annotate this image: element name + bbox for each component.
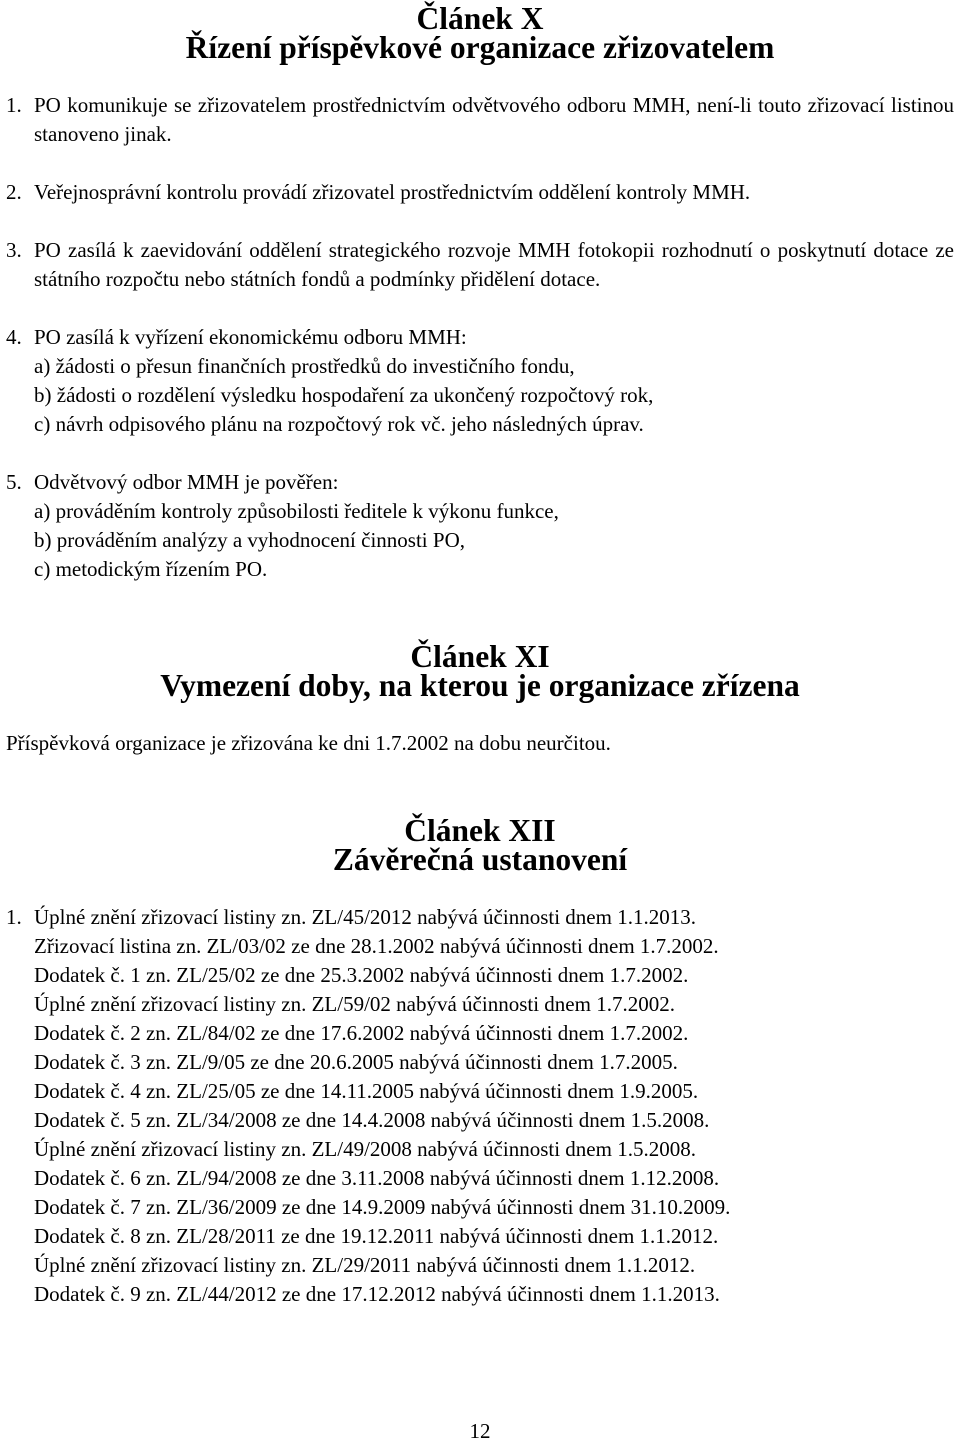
- article-x-item-4: [0, 323, 954, 352]
- article-xi-subtitle: Vymezení doby, na kterou je organizace zřízena: [160, 668, 800, 703]
- article-xi-title: Článek XI: [410, 639, 550, 674]
- item-number: 2.: [6, 180, 22, 204]
- page-number: 12: [469, 1419, 491, 1443]
- article-xii-line-10: Dodatek č. 6 zn. ZL/94/2008 ze dne 3.11.2008 nabývá účinnosti dnem 1.12.2008.: [34, 1166, 720, 1190]
- article-x-item-5-b: b) prováděním analýzy a vyhodnocení činnosti PO,: [34, 528, 465, 552]
- item-text: Úplné znění zřizovací listiny zn. ZL/45/2012 nabývá účinnosti dnem 1.1.2013.: [34, 905, 696, 929]
- article-x: [0, 1, 960, 584]
- item-text: PO zasílá k vyřízení ekonomickému odboru MMH:: [34, 325, 467, 349]
- item-text: PO komunikuje se zřizovatelem prostřednictvím odvětvového odboru MMH, není-li touto zřizovací listinou stanoveno jinak.: [34, 93, 954, 146]
- article-xii-line-2: Zřizovací listina zn. ZL/03/02 ze dne 28.1.2002 nabývá účinnosti dnem 1.7.2002.: [34, 934, 719, 958]
- article-xii-line-6: Dodatek č. 3 zn. ZL/9/05 ze dne 20.6.2005 nabývá účinnosti dnem 1.7.2005.: [34, 1050, 678, 1074]
- item-number: 5.: [6, 470, 22, 494]
- article-x-item-4-c: c) návrh odpisového plánu na rozpočtový rok vč. jeho následných úprav.: [34, 412, 644, 436]
- article-xii-line-8: Dodatek č. 5 zn. ZL/34/2008 ze dne 14.4.2008 nabývá účinnosti dnem 1.5.2008.: [34, 1108, 710, 1132]
- article-x-item-5-c: c) metodickým řízením PO.: [34, 557, 268, 581]
- article-xii-line-14: Dodatek č. 9 zn. ZL/44/2012 ze dne 17.12.2012 nabývá účinnosti dnem 1.1.2013.: [34, 1282, 720, 1306]
- article-xii-line-5: Dodatek č. 2 zn. ZL/84/02 ze dne 17.6.2002 nabývá účinnosti dnem 1.7.2002.: [34, 1021, 689, 1045]
- item-text: Odvětvový odbor MMH je pověřen:: [34, 470, 339, 494]
- item-number: 1.: [6, 905, 22, 929]
- item-number: 1.: [6, 93, 22, 117]
- article-x-item-3: [0, 236, 954, 294]
- article-xii-title: Článek XII: [404, 813, 556, 848]
- item-text: PO zasílá k zaevidování oddělení strategického rozvoje MMH fotokopii rozhodnutí o poskytnutí dotace ze státního rozpočtu nebo státních fondů a podmínky přidělení dotace.: [34, 238, 954, 291]
- article-x-item-5: [0, 468, 954, 497]
- article-xii-line-13: Úplné znění zřizovací listiny zn. ZL/29/2011 nabývá účinnosti dnem 1.1.2012.: [34, 1253, 696, 1277]
- article-x-title: Článek X: [416, 1, 544, 36]
- item-number: 4.: [6, 325, 22, 349]
- article-x-item-4-a: a) žádosti o přesun finančních prostředků do investičního fondu,: [34, 354, 575, 378]
- article-xi: [0, 639, 960, 758]
- article-xii: [0, 813, 960, 1309]
- article-x-item-1: [0, 91, 954, 149]
- article-x-item-4-b: b) žádosti o rozdělení výsledku hospodaření za ukončený rozpočtový rok,: [34, 383, 654, 407]
- article-xii-line-1: [0, 903, 960, 932]
- article-xi-text: Příspěvková organizace je zřizována ke dni 1.7.2002 na dobu neurčitou.: [6, 731, 611, 755]
- article-xii-line-3: Dodatek č. 1 zn. ZL/25/02 ze dne 25.3.2002 nabývá účinnosti dnem 1.7.2002.: [34, 963, 689, 987]
- article-xii-line-4: Úplné znění zřizovací listiny zn. ZL/59/02 nabývá účinnosti dnem 1.7.2002.: [34, 992, 675, 1016]
- article-x-item-5-a: a) prováděním kontroly způsobilosti ředitele k výkonu funkce,: [34, 499, 559, 523]
- article-xii-line-7: Dodatek č. 4 zn. ZL/25/05 ze dne 14.11.2005 nabývá účinnosti dnem 1.9.2005.: [34, 1079, 699, 1103]
- article-x-item-2: [0, 178, 954, 207]
- article-xii-line-12: Dodatek č. 8 zn. ZL/28/2011 ze dne 19.12.2011 nabývá účinnosti dnem 1.1.2012.: [34, 1224, 719, 1248]
- article-xii-subtitle: Závěrečná ustanovení: [332, 842, 628, 877]
- item-text: Veřejnosprávní kontrolu provádí zřizovatel prostřednictvím oddělení kontroly MMH.: [34, 180, 751, 204]
- article-xii-line-11: Dodatek č. 7 zn. ZL/36/2009 ze dne 14.9.2009 nabývá účinnosti dnem 31.10.2009.: [34, 1195, 731, 1219]
- article-xii-line-9: Úplné znění zřizovací listiny zn. ZL/49/2008 nabývá účinnosti dnem 1.5.2008.: [34, 1137, 696, 1161]
- article-x-subtitle: Řízení příspěvkové organizace zřizovatelem: [185, 30, 775, 65]
- item-number: 3.: [6, 238, 22, 262]
